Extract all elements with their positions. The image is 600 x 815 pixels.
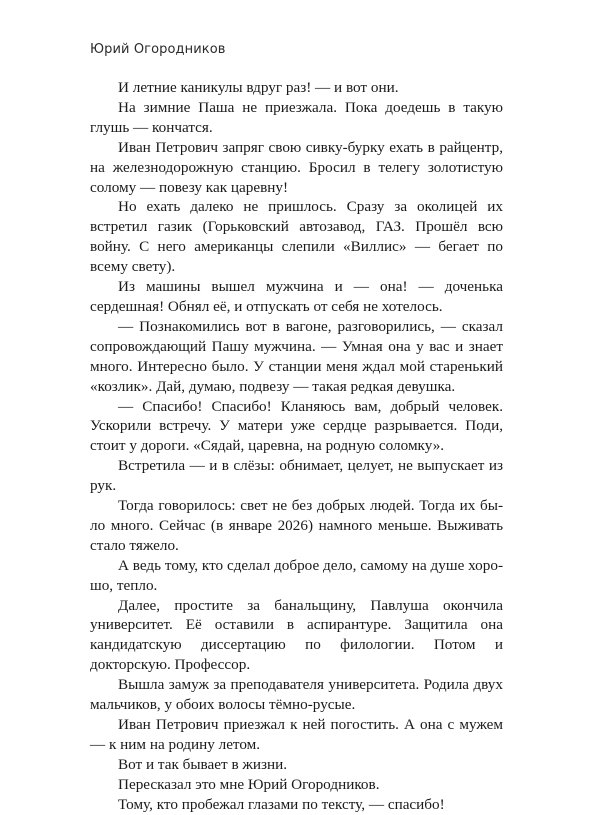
- paragraph: А ведь тому, кто сделал доброе дело, самому на душе хорошо, тепло.: [90, 556, 503, 594]
- paragraph: И летние каникулы вдруг раз! — и вот они.: [118, 79, 399, 96]
- paragraph: Вот и так бывает в жизни.: [118, 755, 288, 773]
- paragraph: Но ехать далеко не пришлось. Сразу за околицей их встретил газик (Горьковский автозавод, ГАЗ. Прошёл всю войну. С него американцы слепили «Виллис» — бегает по всему свету).: [90, 198, 503, 276]
- paragraph: Из машины вышел мужчина и — она! — доченька сердешная! Обнял её, и отпускать от себя не хотелось.: [90, 278, 503, 315]
- paragraph: Тому, кто пробежал глазами по тексту, — спасибо!: [118, 795, 445, 813]
- paragraph: Встретила — и в слёзы: обнимает, целует, не выпускает из рук.: [90, 457, 503, 495]
- paragraph: Пересказал это мне Юрий Огородников.: [118, 775, 380, 793]
- paragraph: Тогда говорилось: свет не без добрых людей. Тогда их было много. Сейчас (в январе 2026) намного меньше. Выживать стало тяжело.: [90, 497, 503, 554]
- paragraph: Далее, простите за банальщину, Павлуша окончила университет. Её оставили в аспирантуре. Защитила она кандидатскую диссертацию по филологии. Потом и докторскую. Профессор.: [90, 596, 503, 674]
- running-head-author: Юрий Огородников: [90, 42, 226, 57]
- paragraph: На зимние Паша не приезжала. Пока доедешь в такую глушь — кончатся.: [90, 98, 503, 136]
- body-text: [90, 78, 503, 815]
- paragraph: Иван Петрович приезжал к ней погостить. А она с мужем — к ним на родину летом.: [90, 716, 503, 753]
- paragraph: Иван Петрович запряг свою сивку-бурку ехать в райцентр, на железнодорожную станцию. Бросил в телегу золотистую солому — повезу как царевну!: [90, 138, 503, 196]
- paragraph: — Познакомились вот в вагоне, разговорились, — сказал сопровождающий Пашу мужчина. — Умная она у вас и знает много. Интересно было. У станции меня ждал мой старенький «козлик». Дай, думаю, подвезу — такая редкая девушка.: [90, 317, 503, 395]
- paragraph: — Спасибо! Спасибо! Кланяюсь вам, добрый человек. Ускорили встречу. У матери уже сердце разрывается. Поди, стоит у дороги. «Сядай, царевна, на родную соломку».: [90, 397, 503, 455]
- paragraph: Вышла замуж за преподавателя университета. Родила двух мальчиков, у обоих волосы тёмно-русые.: [90, 676, 503, 714]
